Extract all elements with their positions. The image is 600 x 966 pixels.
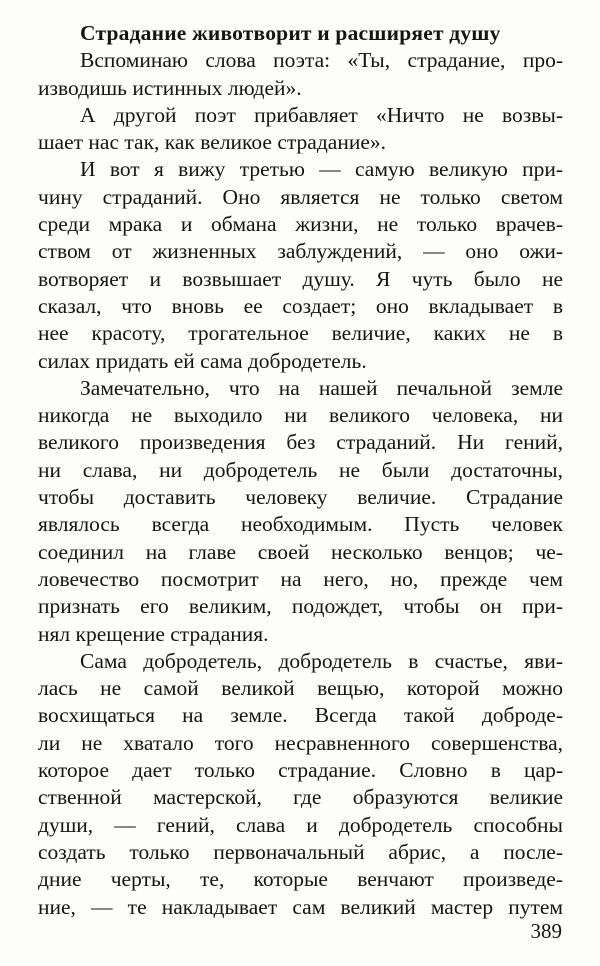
text-line: соединил на главе своей несколько венцов; че- [38,539,563,564]
paragraph [38,47,563,102]
text-line: силах придать ей сама добродетель. [38,348,367,373]
text-line: среди мрака и обмана жизни, не только врачев- [38,212,563,237]
text-line: вотворяет и возвышает душу. Я чуть было не [38,266,563,291]
text-line: чтобы доставить человеку величие. Страдание [38,485,563,510]
text-line: нее красоту, трогательное величие, каких не в [38,321,563,346]
text-line: изводишь истинных людей». [38,75,302,100]
text-line: признать его великим, подождет, чтобы он при- [38,594,563,619]
text-line: А другой поэт прибавляет «Ничто не возвы- [80,102,563,127]
text-line: Замечательно, что на нашей печальной земле [80,375,563,400]
text-line: ственной мастерской, где образуются великие [38,785,563,810]
text-line: восхищаться на земле. Всегда такой доброде- [38,703,563,728]
text-line: ни слава, ни добродетель не были достаточны, [38,457,563,482]
text-line: являлось всегда необходимым. Пусть человек [38,512,563,537]
text-line: которое дает только страдание. Словно в цар- [38,758,563,783]
paragraph [38,156,563,374]
text-line: нял крещение страдания. [38,621,269,646]
text-line: шает нас так, как великое страдание». [38,130,386,155]
paragraph [38,375,563,648]
text-line: души, — гений, слава и добродетель способны [38,812,563,837]
text-line: ли не хватало того несравненного совершенства, [38,730,563,755]
text-line: дние черты, те, которые венчают произведе- [38,867,563,892]
text-line: ством от жизненных заблуждений, — оно ожи- [38,239,563,264]
paragraph [38,102,563,157]
text-line: создать только первоначальный абрис, а после- [38,839,563,864]
text-line: сказал, что вновь ее создает; оно вкладывает в [38,293,563,318]
text-line: ловечество посмотрит на него, но, прежде чем [38,566,563,591]
text-line: Вспоминаю слова поэта: «Ты, страдание, про- [80,48,563,73]
text-line: Сама добродетель, добродетель в счастье, яви- [80,648,563,673]
text-line: никогда не выходило ни великого человека, ни [38,403,563,428]
chapter-title: Страдание животворит и расширяет душу [80,21,501,45]
text-line: великого произведения без страданий. Ни гений, [38,430,563,455]
text-line: чину страданий. Оно является не только светом [38,184,563,209]
text-line: ние, — те накладывает сам великий мастер путем [38,894,563,919]
paragraphs-container [38,47,563,921]
text-line: И вот я вижу третью — самую великую при- [80,157,563,182]
paragraph [38,648,563,921]
text-line: лась не самой великой вещью, которой можно [38,676,563,701]
page-number: 389 [530,919,562,943]
